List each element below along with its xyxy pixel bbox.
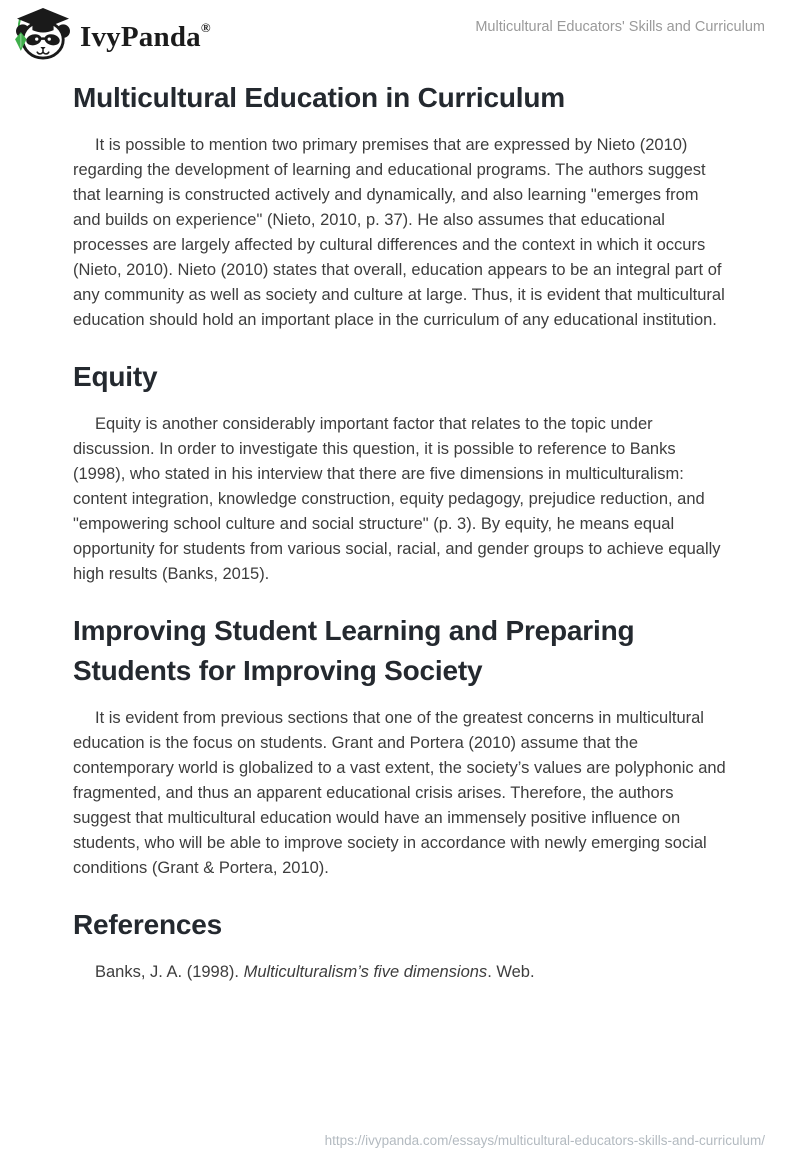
registered-mark: ® [200, 19, 211, 35]
essay-content [0, 78, 800, 985]
brand-wordmark: IvyPanda [80, 20, 201, 53]
document-title: Multicultural Educators' Skills and Curriculum [475, 19, 765, 35]
panda-graduate-icon [14, 8, 72, 60]
page-header [0, 0, 800, 62]
reference-title: Multiculturalism’s five dimensions [243, 962, 488, 981]
reference-authors: Banks, J. A. (1998). [95, 962, 244, 981]
section-heading-multicultural-education: Multicultural Education in Curriculum [73, 82, 565, 113]
brand-name [80, 19, 211, 53]
paragraph-multicultural-education: It is possible to mention two primary premises that are expressed by Nieto (2010) regarding the development of learning and educational programs. The authors suggest that learning is constructed actively and dynamically, and also learning "emerges from and builds on experience" (Nieto, 2010, p. 37). He also assumes that educational processes are largely affected by cultural differences and the context in which it occurs (Nieto, 2010). Nieto (2010) states that overall, education appears to be an integral part of any community as well as society and culture at large. Thus, it is evident that multicultural education should hold an important place in the curriculum of any educational institution. [73, 136, 725, 330]
reference-entry [73, 960, 727, 985]
brand [14, 8, 211, 60]
paragraph-improving-student-learning: It is evident from previous sections that one of the greatest concerns in multicultural education is the focus on students. Grant and Portera (2010) assume that the contemporary world is globalized to a vast extent, the society’s values are polyphonic and fragmented, and thus an apparent educational crisis arises. Therefore, the authors suggest that multicultural education would have an immensely positive influence on students, who will be able to improve society in accordance with newly emerging social conditions (Grant & Portera, 2010). [73, 708, 726, 877]
page-footer [325, 1133, 765, 1148]
source-url: https://ivypanda.com/essays/multicultural-educators-skills-and-curriculum/ [324, 1133, 765, 1148]
reference-medium: . Web. [487, 962, 535, 981]
section-heading-references: References [73, 908, 222, 940]
paragraph-equity: Equity is another considerably important factor that relates to the topic under discussion. In order to investigate this question, it is possible to reference to Banks (1998), who stated in his interview that there are five dimensions in multiculturalism: content integration, knowledge construction, equity pedagogy, prejudice reduction, and "empowering school culture and social structure" (p. 3). By equity, he means equal opportunity for students from various social, racial, and gender groups to achieve equally high results (Banks, 2015). [73, 415, 721, 584]
section-heading-improving-student-learning: Improving Student Learning and Preparing Students for Improving Society [73, 615, 635, 686]
section-heading-equity: Equity [73, 361, 158, 393]
